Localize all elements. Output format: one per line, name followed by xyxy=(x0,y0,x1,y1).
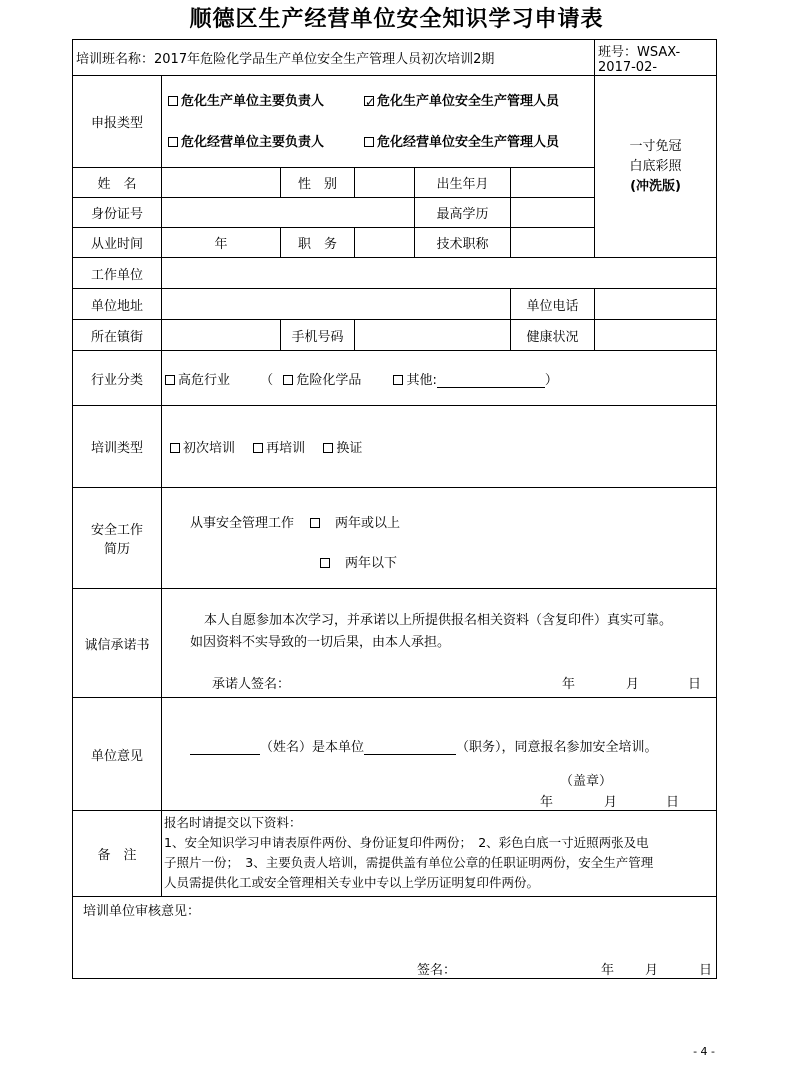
class-no-label: 班号： xyxy=(598,44,638,60)
resume-opt1-label: 两年或以上 xyxy=(335,516,401,531)
photo-box xyxy=(595,76,717,258)
photo-line-1: 一寸免冠 xyxy=(629,138,682,154)
pledge-day: 日 xyxy=(688,677,702,692)
id-label: 身份证号 xyxy=(73,198,162,228)
declare-option-1-label: 危化生产单位安全生产管理人员 xyxy=(377,93,560,109)
pledge-year: 年 xyxy=(562,677,576,692)
town-value[interactable] xyxy=(162,320,281,351)
unit-opinion-day: 日 xyxy=(666,795,680,810)
training-type-options xyxy=(162,406,717,488)
declare-type-label: 申报类型 xyxy=(73,76,162,168)
position-label: 职 务 xyxy=(281,228,355,258)
remarks-line-4: 人员需提供化工或安全管理相关专业中专以上学历证明复印件两份。 xyxy=(164,875,540,890)
declare-option-0-label: 危化生产单位主要负责人 xyxy=(181,93,325,109)
employer-value[interactable] xyxy=(162,258,717,289)
remarks-label: 备 注 xyxy=(73,811,162,897)
review-year: 年 xyxy=(601,963,615,978)
review-month: 月 xyxy=(645,963,659,978)
training-retrain-checkbox[interactable] xyxy=(253,443,263,453)
birth-label: 出生年月 xyxy=(415,168,511,198)
industry-options xyxy=(162,351,717,406)
town-label: 所在镇街 xyxy=(73,320,162,351)
unit-opinion-year: 年 xyxy=(540,795,554,810)
education-label: 最高学历 xyxy=(415,198,511,228)
industry-chem-label: 危险化学品 xyxy=(296,372,362,388)
training-initial-label: 初次培训 xyxy=(183,441,236,456)
unit-opinion-name-hint: （姓名）是本单位 xyxy=(260,740,365,755)
address-label: 单位地址 xyxy=(73,289,162,320)
title-value[interactable] xyxy=(511,228,595,258)
training-initial-checkbox[interactable] xyxy=(170,443,180,453)
industry-label: 行业分类 xyxy=(73,351,162,406)
class-name-cell xyxy=(73,40,595,76)
address-value[interactable] xyxy=(162,289,511,320)
resume-prefix: 从事安全管理工作 xyxy=(190,516,295,531)
name-value[interactable] xyxy=(162,168,281,198)
pledge-line-2: 如因资料不实导致的一切后果，由本人承担。 xyxy=(190,635,451,650)
industry-other-blank[interactable] xyxy=(437,387,545,388)
work-time-label: 从业时间 xyxy=(73,228,162,258)
remarks-line-1: 报名时请提交以下资料： xyxy=(164,815,302,830)
application-form-table xyxy=(72,39,717,979)
resume-opt2-checkbox[interactable] xyxy=(320,558,330,568)
review-day: 日 xyxy=(699,963,713,978)
unit-opinion-seal: （盖章） xyxy=(560,774,613,789)
industry-high-risk-checkbox[interactable] xyxy=(165,375,175,385)
review-label: 培训单位审核意见： xyxy=(83,904,201,919)
unit-opinion-month: 月 xyxy=(604,795,618,810)
remarks-line-2: 1、安全知识学习申请表原件两份、身份证复印件两份； 2、彩色白底一寸近照两张及电 xyxy=(164,835,649,850)
gender-label: 性 别 xyxy=(281,168,355,198)
work-time-year-unit: 年 xyxy=(214,237,228,252)
education-value[interactable] xyxy=(511,198,595,228)
industry-open-paren: （ xyxy=(260,372,274,388)
pledge-signer-label: 承诺人签名： xyxy=(212,677,291,692)
name-label: 姓 名 xyxy=(73,168,162,198)
industry-high-risk-label: 高危行业 xyxy=(178,372,231,388)
declare-option-3-checkbox[interactable] xyxy=(364,137,374,147)
declare-option-2-checkbox[interactable] xyxy=(168,137,178,147)
pledge-line-1: 本人自愿参加本次学习，并承诺以上所提供报名相关资料（含复印件）真实可靠。 xyxy=(204,613,673,628)
gender-value[interactable] xyxy=(355,168,415,198)
unit-opinion-content xyxy=(162,698,717,811)
class-no-value: WSAX-2017-02- xyxy=(598,44,681,75)
training-renew-label: 换证 xyxy=(336,441,363,456)
remarks-line-3: 子照片一份； 3、主要负责人培训，需提供盖有单位公章的任职证明两份，安全生产管理 xyxy=(164,855,654,870)
unit-opinion-post-hint: （职务），同意报名参加安全培训。 xyxy=(456,740,658,755)
industry-chem-checkbox[interactable] xyxy=(283,375,293,385)
training-type-label: 培训类型 xyxy=(73,406,162,488)
employer-label: 工作单位 xyxy=(73,258,162,289)
pledge-month: 月 xyxy=(626,677,640,692)
phone-label: 单位电话 xyxy=(511,289,595,320)
pledge-content xyxy=(162,589,717,698)
resume-label-line-1: 安全工作 xyxy=(90,523,143,538)
resume-label-line-2: 简历 xyxy=(103,542,130,557)
birth-value[interactable] xyxy=(511,168,595,198)
review-sign-label: 签名： xyxy=(417,963,457,978)
resume-options xyxy=(162,488,717,589)
health-value[interactable] xyxy=(595,320,717,351)
id-value[interactable] xyxy=(162,198,415,228)
declare-type-options xyxy=(162,76,595,168)
declare-option-1-checkbox[interactable] xyxy=(364,96,374,106)
phone-value[interactable] xyxy=(595,289,717,320)
mobile-value[interactable] xyxy=(355,320,511,351)
declare-option-0-checkbox[interactable] xyxy=(168,96,178,106)
declare-option-2-label: 危化经营单位主要负责人 xyxy=(181,134,325,150)
class-no-cell xyxy=(595,40,717,76)
industry-other-label: 其他: xyxy=(406,372,437,388)
photo-line-2: 白底彩照 xyxy=(629,158,682,174)
title-label: 技术职称 xyxy=(415,228,511,258)
review-cell xyxy=(73,897,717,979)
page-number: - 4 - xyxy=(693,1045,715,1058)
form-title: 顺德区生产经营单位安全知识学习申请表 xyxy=(189,7,604,32)
unit-opinion-name-blank[interactable] xyxy=(190,754,260,755)
remarks-content xyxy=(162,811,717,897)
mobile-label: 手机号码 xyxy=(281,320,355,351)
unit-opinion-post-blank[interactable] xyxy=(364,754,456,755)
resume-opt2-label: 两年以下 xyxy=(345,556,398,571)
work-time-value[interactable] xyxy=(162,228,281,258)
class-name-value: 2017年危险化学品生产单位安全生产管理人员初次培训2期 xyxy=(154,52,495,67)
health-label: 健康状况 xyxy=(511,320,595,351)
declare-option-3-label: 危化经营单位安全生产管理人员 xyxy=(377,134,560,150)
pledge-label: 诚信承诺书 xyxy=(73,589,162,698)
position-value[interactable] xyxy=(355,228,415,258)
training-retrain-label: 再培训 xyxy=(266,441,306,456)
industry-other-checkbox[interactable] xyxy=(393,375,403,385)
unit-opinion-label: 单位意见 xyxy=(73,698,162,811)
resume-label xyxy=(73,488,162,589)
industry-close-paren: ） xyxy=(544,372,558,388)
resume-opt1-checkbox[interactable] xyxy=(310,518,320,528)
class-name-label: 培训班名称： xyxy=(76,52,155,67)
photo-line-3: (冲洗版) xyxy=(630,178,681,194)
training-renew-checkbox[interactable] xyxy=(323,443,333,453)
